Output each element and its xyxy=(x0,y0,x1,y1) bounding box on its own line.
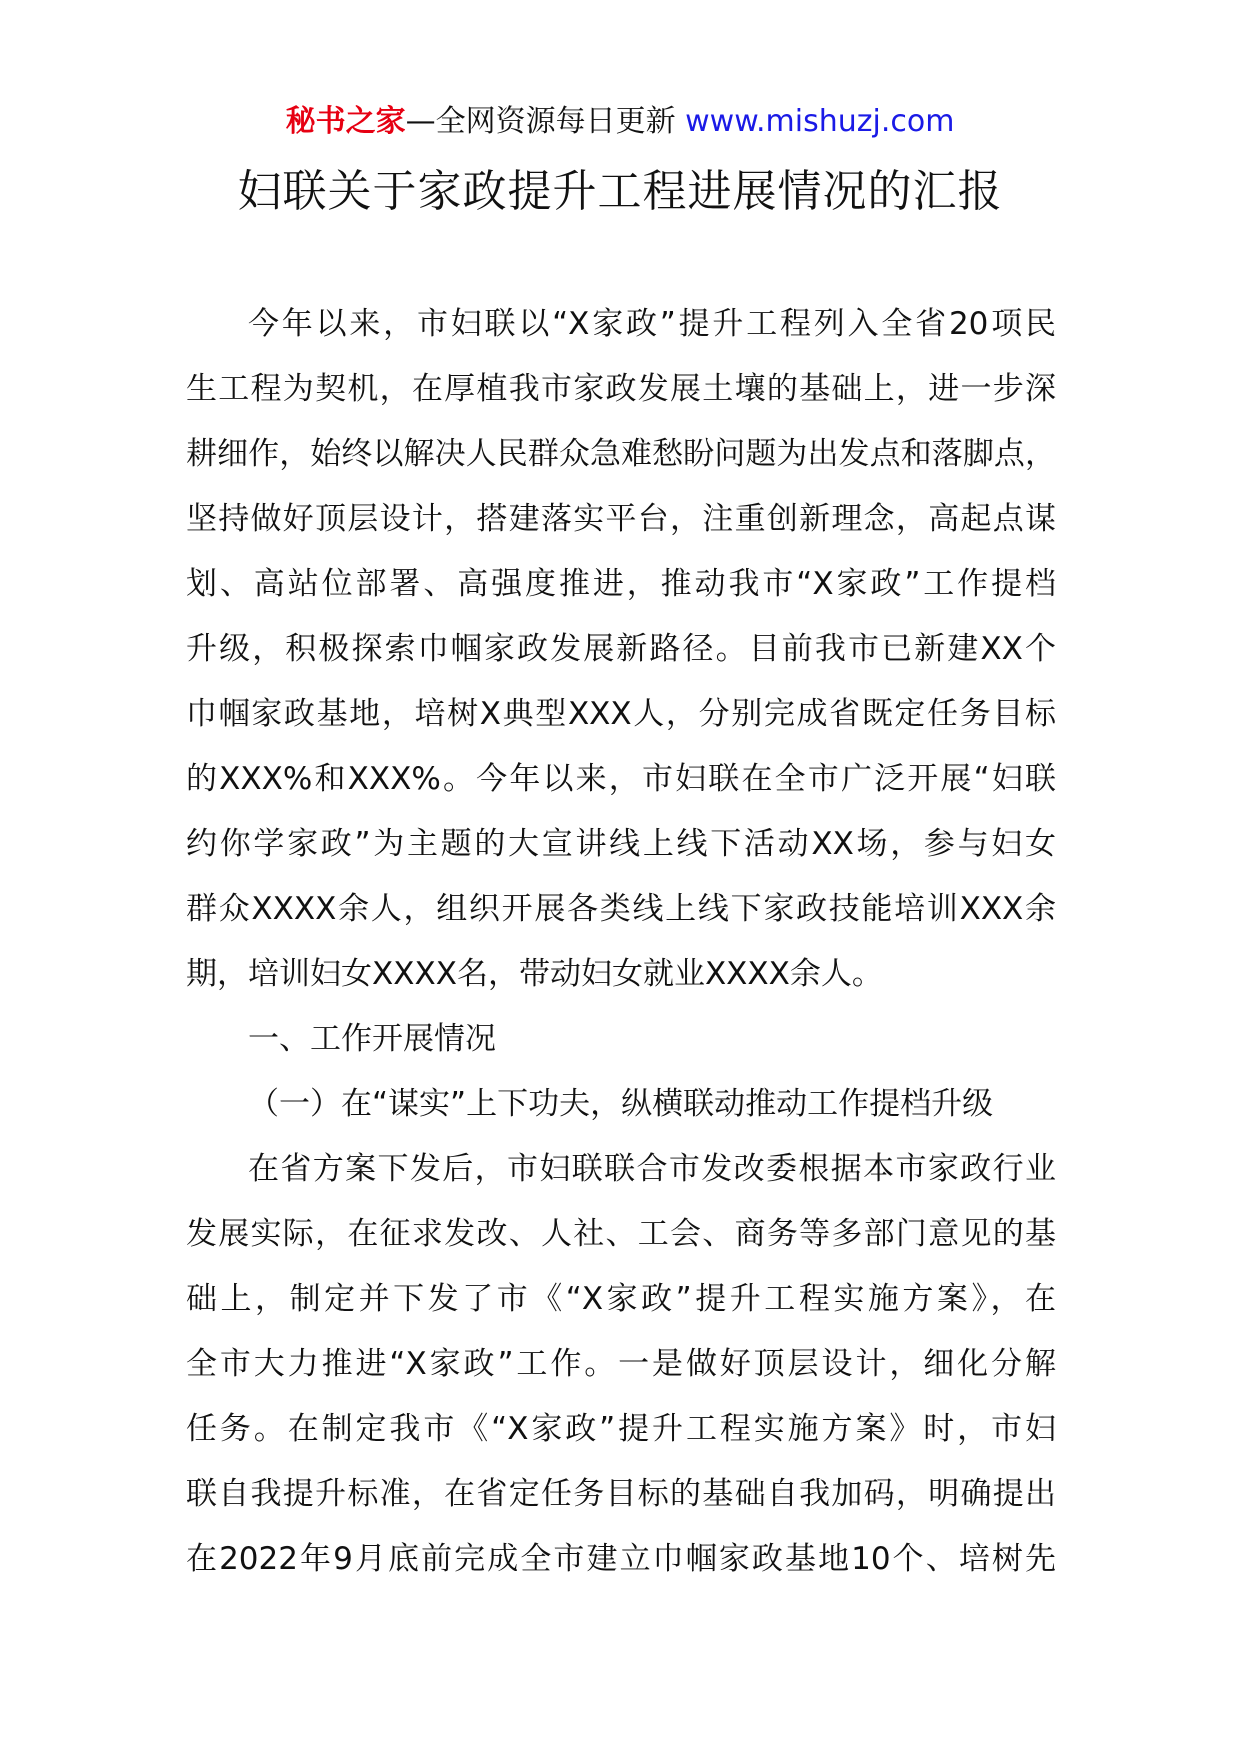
paragraph-line: 生工程为契机，在厚植我市家政发展土壤的基础上，进一步深 xyxy=(186,371,1056,407)
paragraph-line: 耕细作，始终以解决人民群众急难愁盼问题为出发点和落脚点， xyxy=(186,436,1056,472)
site-url-link[interactable]: www.mishuzj.com xyxy=(685,104,955,139)
paragraph-line: 划、高站位部署、高强度推进，推动我市“X家政”工作提档 xyxy=(186,566,1056,602)
paragraph-line: 期，培训妇女XXXX名，带动妇女就业XXXX余人。 xyxy=(186,956,883,992)
paragraph-line: 今年以来，市妇联以“X家政”提升工程列入全省20项民 xyxy=(248,306,1056,342)
paragraph-line: 约你学家政”为主题的大宣讲线上线下活动XX场，参与妇女 xyxy=(186,826,1056,862)
subsection-heading: （一）在“谋实”上下功夫，纵横联动推动工作提档升级 xyxy=(248,1086,994,1122)
paragraph-line: 坚持做好顶层设计，搭建落实平台，注重创新理念，高起点谋 xyxy=(186,501,1056,537)
paragraph-line: 巾帼家政基地，培树X典型XXX人，分别完成省既定任务目标 xyxy=(186,696,1056,732)
paragraph-line: 全市大力推进“X家政”工作。一是做好顶层设计，细化分解 xyxy=(186,1346,1056,1382)
paragraph-line: 础上，制定并下发了市《“X家政”提升工程实施方案》，在 xyxy=(186,1281,1056,1317)
paragraph-line: 任务。在制定我市《“X家政”提升工程实施方案》时，市妇 xyxy=(186,1411,1056,1447)
document-title: 妇联关于家政提升工程进展情况的汇报 xyxy=(237,166,1003,217)
document-body xyxy=(186,292,1056,1592)
site-banner xyxy=(0,100,1240,144)
paragraph-line: 在2022年9月底前完成全市建立巾帼家政基地10个、培树先 xyxy=(186,1541,1056,1577)
paragraph-line: 发展实际，在征求发改、人社、工会、商务等多部门意见的基 xyxy=(186,1216,1056,1252)
paragraph-line: 群众XXXX余人，组织开展各类线上线下家政技能培训XXX余 xyxy=(186,891,1056,927)
paragraph-line: 联自我提升标准，在省定任务目标的基础自我加码，明确提出 xyxy=(186,1476,1056,1512)
site-brand: 秘书之家 xyxy=(285,104,406,139)
paragraph-line: 的XXX%和XXX%。今年以来，市妇联在全市广泛开展“妇联 xyxy=(186,761,1056,797)
site-tagline: —全网资源每日更新 xyxy=(405,104,686,139)
paragraph-line: 在省方案下发后，市妇联联合市发改委根据本市家政行业 xyxy=(248,1151,1056,1187)
paragraph-line: 升级，积极探索巾帼家政发展新路径。目前我市已新建XX个 xyxy=(186,631,1056,667)
section-heading: 一、工作开展情况 xyxy=(248,1021,496,1057)
